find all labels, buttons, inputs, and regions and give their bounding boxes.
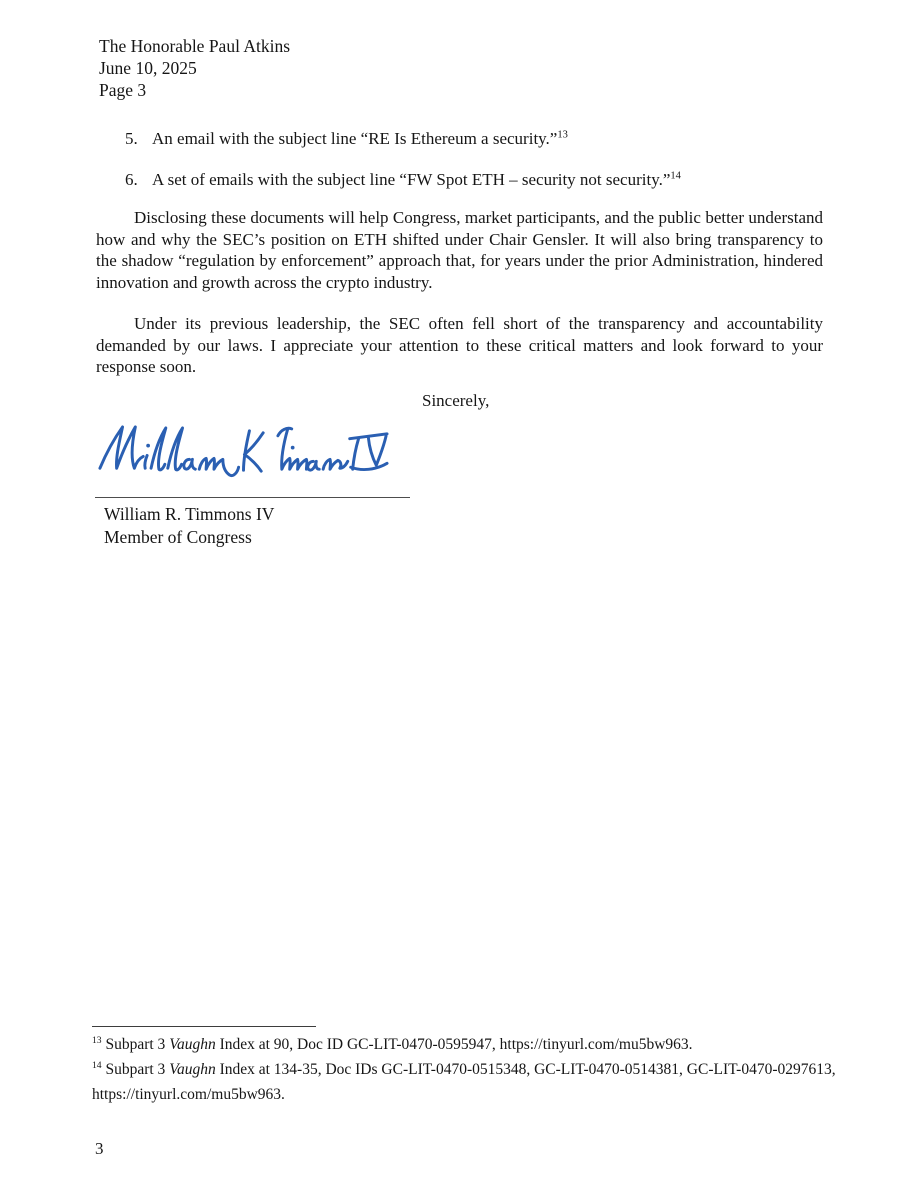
list-item-5 [125, 129, 845, 149]
body-paragraph-2: Under its previous leadership, the SEC often fell short of the transparency and accountability demanded by our laws. I appreciate your attention to these critical matters and look forward to your response soon. [96, 314, 823, 377]
footnotes [92, 1032, 854, 1107]
letter-header [99, 35, 290, 101]
footnote-ref-14: 14 [670, 170, 681, 182]
header-recipient: The Honorable Paul Atkins [99, 36, 291, 56]
list-item-6 [125, 170, 845, 190]
footnote-14-ref: 14 [92, 1059, 102, 1071]
footnote-13: $^{13}$ Subpart 3 Vaughn Index at 90, Doc ID GC-LIT-0470-0595947, https://tinyurl.com/mu5bw963. [92, 1034, 693, 1053]
footnote-separator [92, 1026, 316, 1027]
page-number: 3 [95, 1139, 104, 1158]
footnote-13-ref: 13 [92, 1034, 102, 1046]
item-number: 6. [125, 170, 138, 189]
header-page-label: Page 3 [99, 80, 147, 100]
signatory-block [104, 503, 274, 548]
signatory-title: Member of Congress [104, 526, 252, 547]
footnote-ref-13: 13 [557, 129, 568, 141]
item-number: 5. [125, 129, 138, 148]
item-text: A set of emails with the subject line “FW Spot ETH – security not security.”$^{14}$ [152, 170, 681, 189]
closing-sincerely: Sincerely, [422, 391, 490, 410]
body-paragraph-1: Disclosing these documents will help Congress, market participants, and the public better understand how and why the SEC’s position on ETH shifted under Chair Gensler. It will also bring transparency to the shadow “regulation by enforcement” approach that, for years under the prior Administration, hindered innovation and growth across the crypto industry. [96, 208, 823, 292]
header-date: June 10, 2025 [99, 58, 197, 78]
item-text: An email with the subject line “RE Is Ethereum a security.”$^{13}$ [152, 129, 568, 148]
signature-ink [96, 415, 391, 489]
signatory-name: William R. Timmons IV [104, 504, 275, 524]
footnote-14: $^{14}$ Subpart 3 Vaughn Index at 134-35, Doc IDs GC-LIT-0470-0515348, GC-LIT-0470-0514381, GC-LIT-0470-0297613, https://tinyurl.com/mu5bw963. [92, 1059, 836, 1103]
signature-line [95, 497, 410, 498]
